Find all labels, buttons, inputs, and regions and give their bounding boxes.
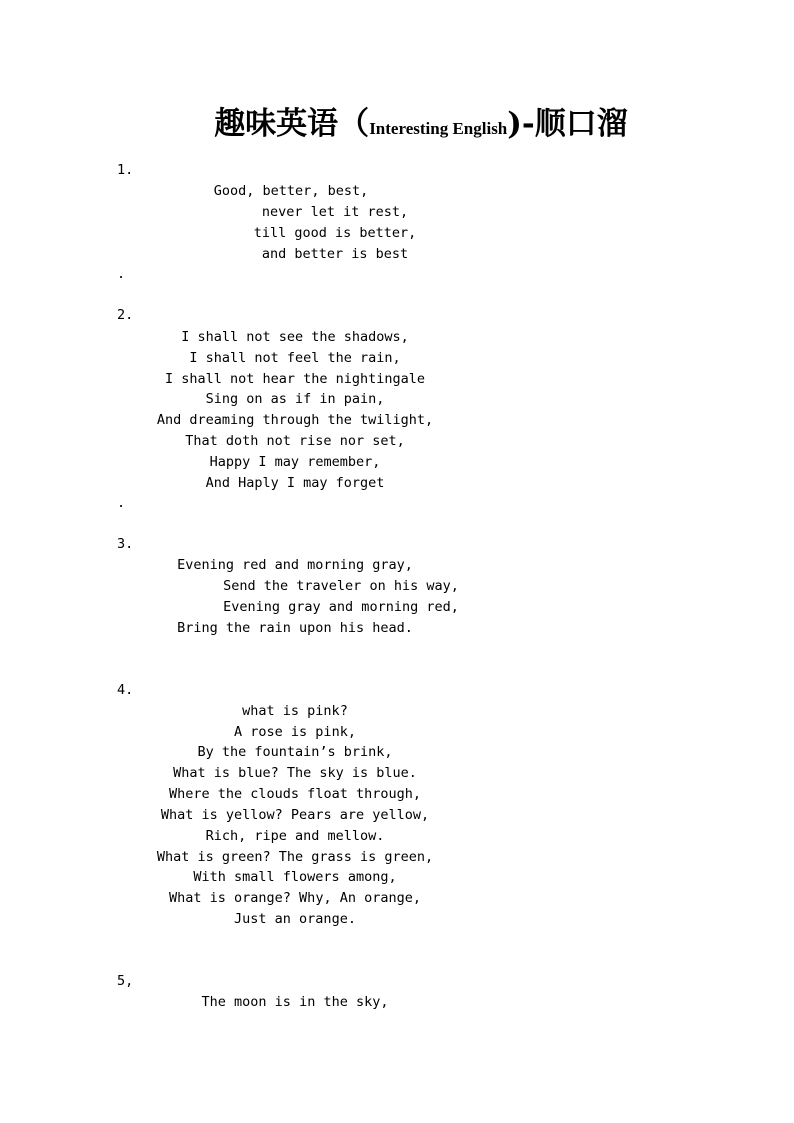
poem-1-line: never let it rest, bbox=[261, 204, 409, 220]
poem-4-line: what is pink? bbox=[242, 703, 348, 719]
poem-4-line: With small flowers among, bbox=[193, 869, 397, 885]
poem-2-number: 2. bbox=[117, 307, 134, 323]
poem-2-line: Happy I may remember, bbox=[209, 454, 381, 470]
poem-1-line: and better is best bbox=[261, 246, 409, 262]
poem-5-number: 5, bbox=[117, 973, 134, 989]
poem-4-line: A rose is pink, bbox=[234, 724, 356, 740]
poem-4-line: Just an orange. bbox=[234, 911, 356, 927]
poem-2-line: And dreaming through the twilight, bbox=[156, 412, 434, 428]
poem-2-line: And Haply I may forget bbox=[205, 475, 385, 491]
poem-5-line: The moon is in the sky, bbox=[201, 994, 389, 1010]
poem-4-line: What is blue? The sky is blue. bbox=[173, 765, 417, 781]
poem-2-line: I shall not feel the rain, bbox=[189, 350, 401, 366]
poem-2-line: Sing on as if in pain, bbox=[205, 391, 385, 407]
poem-1-line: Good, better, best, bbox=[213, 183, 369, 199]
poem-2-line: I shall not see the shadows, bbox=[181, 329, 409, 345]
poem-2-line: That doth not rise nor set, bbox=[185, 433, 405, 449]
poem-4-line: What is green? The grass is green, bbox=[156, 849, 434, 865]
page-title bbox=[0, 98, 794, 143]
poem-1-line: till good is better, bbox=[253, 225, 417, 241]
poem-4-line: Where the clouds float through, bbox=[169, 786, 421, 802]
poem-4-line: What is orange? Why, An orange, bbox=[169, 890, 421, 906]
poem-3-number: 3. bbox=[117, 536, 134, 552]
title-cn-suffix: )-顺口溜 bbox=[507, 106, 628, 142]
poem-4-line: Rich, ripe and mellow. bbox=[205, 828, 385, 844]
poem-3-line: Evening red and morning gray, bbox=[177, 557, 413, 573]
title-en: Interesting English bbox=[369, 119, 508, 138]
title-cn-prefix: 趣味英语（ bbox=[214, 106, 370, 142]
poem-2-end: . bbox=[117, 495, 126, 511]
poem-1-number: 1. bbox=[117, 162, 134, 178]
poem-3-line: Send the traveler on his way, bbox=[223, 578, 459, 594]
poem-1-end: . bbox=[117, 266, 126, 282]
poem-2-line: I shall not hear the nightingale bbox=[164, 371, 426, 387]
poem-4-line: By the fountain’s brink, bbox=[197, 744, 393, 760]
poem-3-line: Bring the rain upon his head. bbox=[177, 620, 413, 636]
poem-4-number: 4. bbox=[117, 682, 134, 698]
poem-4-line: What is yellow? Pears are yellow, bbox=[160, 807, 430, 823]
poem-3-line: Evening gray and morning red, bbox=[223, 599, 459, 615]
